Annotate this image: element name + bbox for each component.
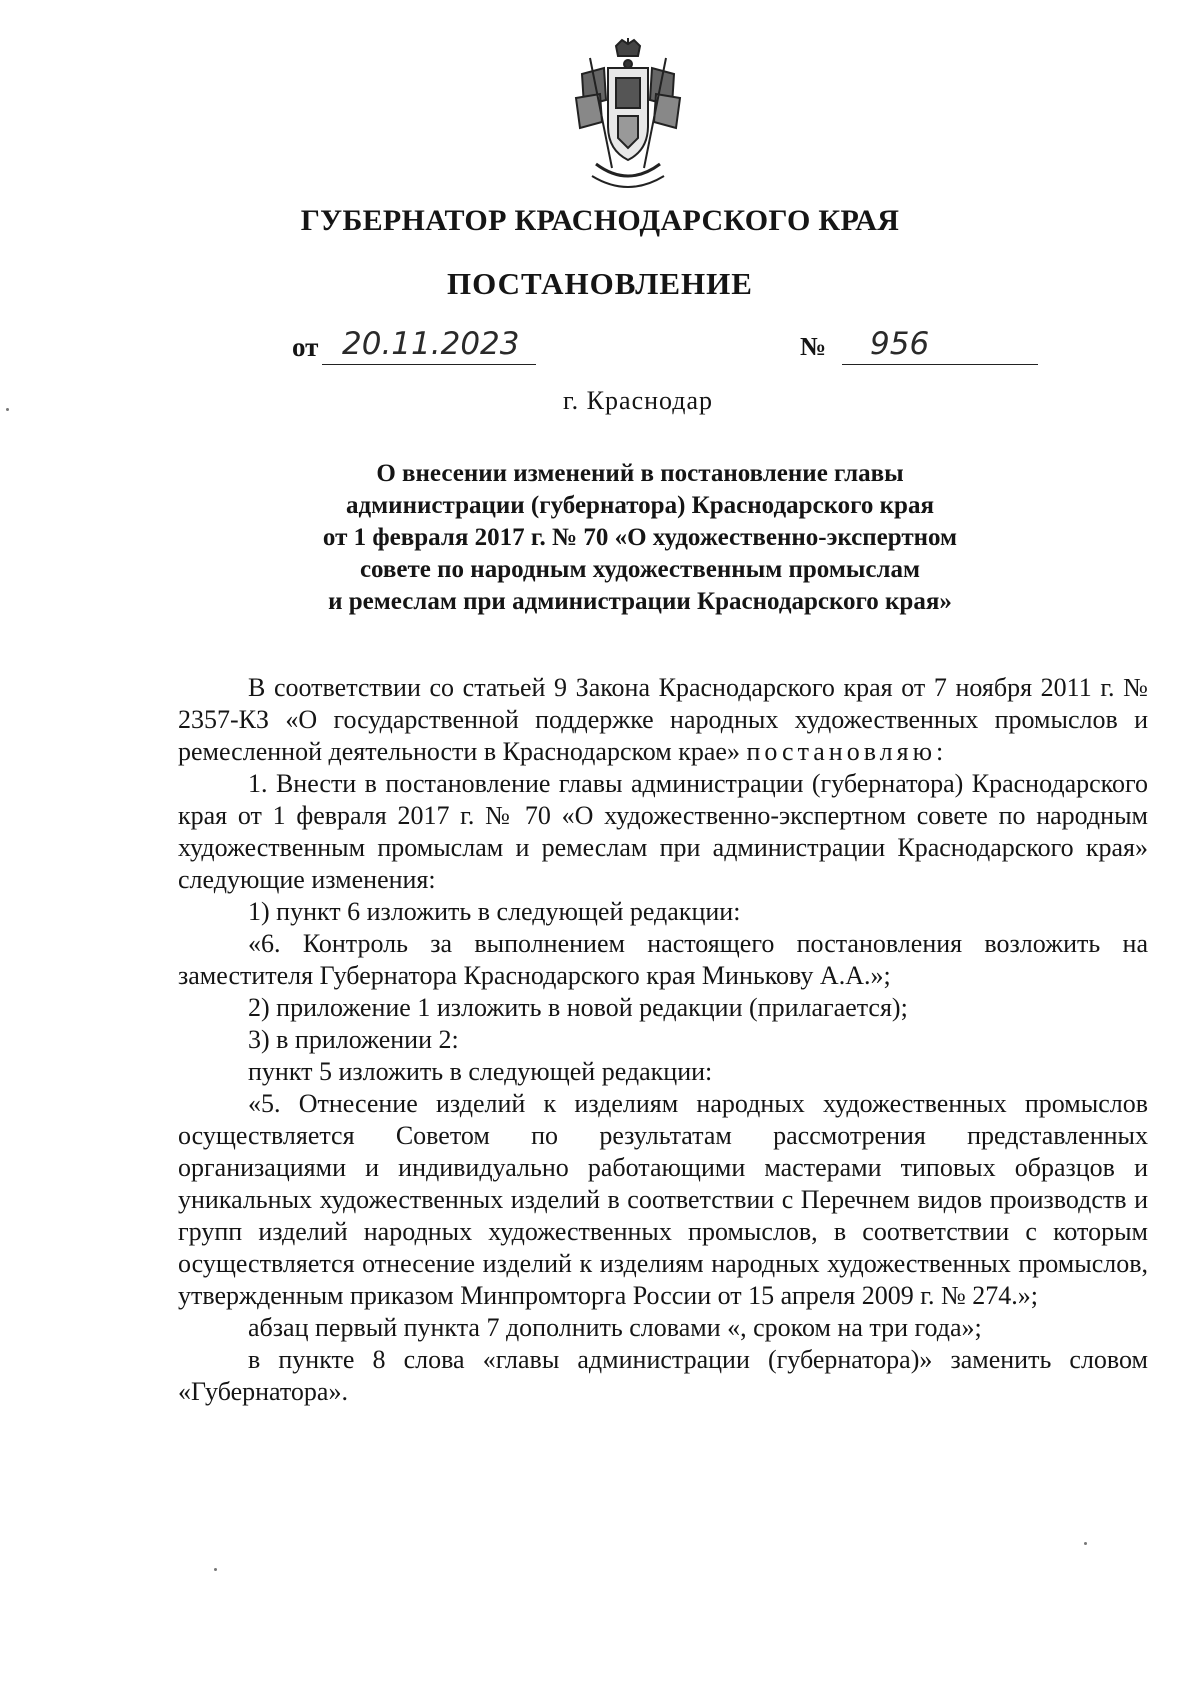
date-prefix: от <box>292 332 319 362</box>
preamble-paragraph <box>178 672 1148 768</box>
point-5-intro-paragraph: пункт 5 изложить в следующей редакции: <box>248 1057 713 1086</box>
subitem-3-paragraph: 3) в приложении 2: <box>248 1025 459 1054</box>
title-line: администрации (губернатора) Краснодарского края <box>346 492 934 519</box>
subitem-1-paragraph: 1) пункт 6 изложить в следующей редакции: <box>248 897 741 926</box>
date-value: 20.11.2023 <box>342 326 520 362</box>
title-line: и ремеслам при администрации Краснодарского края» <box>328 588 952 615</box>
document-title <box>250 458 1030 618</box>
city-name: г. Краснодар <box>562 386 714 415</box>
preamble-action: постановляю: <box>746 737 948 766</box>
document-type: ПОСТАНОВЛЕНИЕ <box>447 266 753 301</box>
scan-speck <box>214 1568 217 1571</box>
scan-speck <box>1084 1542 1087 1545</box>
title-line: О внесении изменений в постановление главы <box>376 460 904 487</box>
quote-point-6-paragraph: «6. Контроль за выполнением настоящего постановления возложить на заместителя Губернатора Краснодарского края Минькову А.А.»; <box>178 929 1148 990</box>
date-underline <box>322 364 536 365</box>
document-body <box>178 672 1148 1408</box>
coat-of-arms-emblem <box>572 38 684 200</box>
number-prefix: № <box>800 332 827 361</box>
scan-speck <box>6 408 9 411</box>
quote-point-5-paragraph: «5. Отнесение изделий к изделиям народных художественных промыслов осуществляется Советом по результатам рассмотрения представленных организациями и индивидуально работающими мастерами типовых образцов и уникальных художественных изделий в соответствии с Перечнем видов производств и групп изделий народных художественных промыслов, в соответствии с которым осуществляется отнесение изделий к изделиям народных художественных промыслов, утвержденным приказом Минпромторга России от 15 апреля 2009 г. № 274.»; <box>178 1089 1148 1310</box>
number-underline <box>842 364 1038 365</box>
preamble-text: В соответствии со статьей 9 Закона Краснодарского края от 7 ноября 2011 г. № 2357-КЗ «О государственной поддержке народных художественных промыслов и ремесленной деятельности в Краснодарском крае» <box>178 673 1148 766</box>
item-1-paragraph: 1. Внести в постановление главы администрации (губернатора) Краснодарского края от 1 февраля 2017 г. № 70 «О художественно-экспертном совете по народным художественным промыслам и ремеслам при администрации Краснодарского края» следующие изменения: <box>178 769 1148 894</box>
point-8-paragraph: в пункте 8 слова «главы администрации (губернатора)» заменить словом «Губернатора». <box>178 1345 1148 1406</box>
title-line: совете по народным художественным промыслам <box>359 556 921 583</box>
organization-name: ГУБЕРНАТОР КРАСНОДАРСКОГО КРАЯ <box>300 204 900 237</box>
title-line: от 1 февраля 2017 г. № 70 «О художественно-экспертном <box>322 524 958 551</box>
number-value: 956 <box>870 326 930 362</box>
subitem-2-paragraph: 2) приложение 1 изложить в новой редакции (прилагается); <box>248 993 908 1022</box>
point-7-paragraph: абзац первый пункта 7 дополнить словами «, сроком на три года»; <box>248 1313 982 1342</box>
